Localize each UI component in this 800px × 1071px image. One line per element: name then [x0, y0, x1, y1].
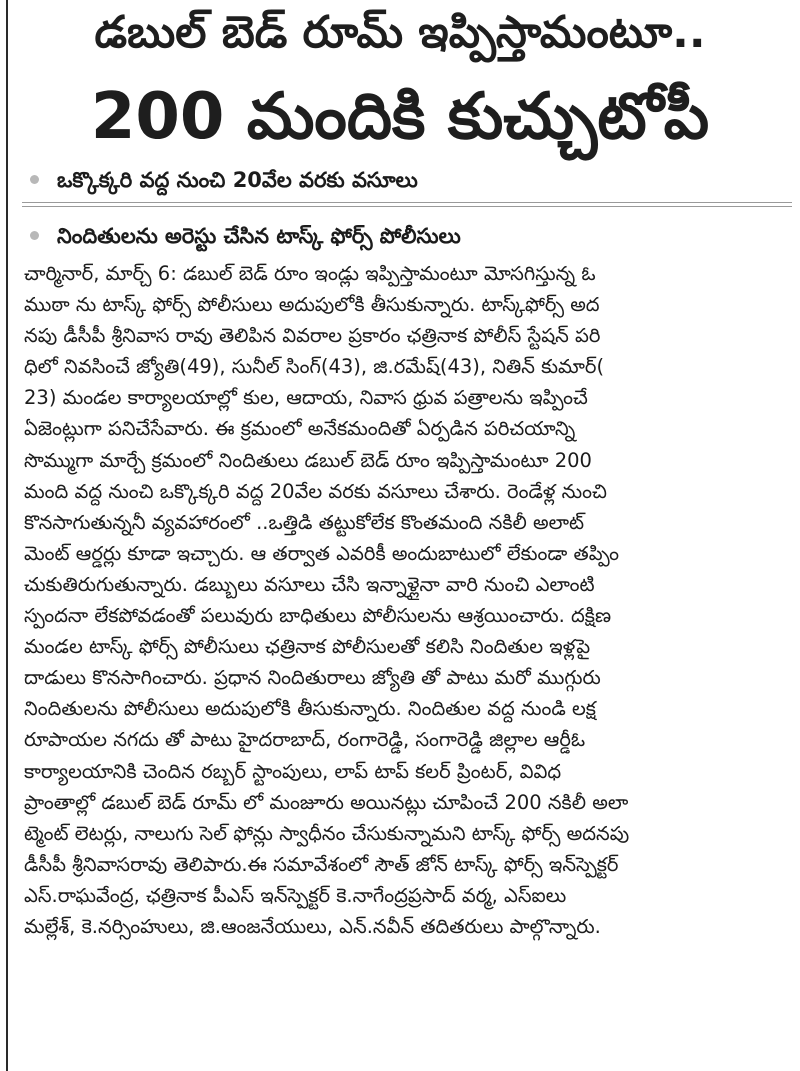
article-body	[24, 258, 790, 942]
body-line: కొనసాగుతున్ననీ వ్యవహారంలో ..ఒత్తిడి తట్టుకోలేక కొంతమంది నకిలీ అలాట్	[24, 510, 585, 534]
body-line: చార్మినార్, మార్చ్ 6: డబుల్ బెడ్ రూం ఇండ్లు ఇప్పిస్తామంటూ మోసగిస్తున్న ఓ	[24, 262, 596, 285]
body-line: నపు డీసీపీ శ్రీనివాస రావు తెలిపిన వివరాల ప్రకారం ఛత్రినాక పోలీస్ స్టేషన్ పరి	[24, 324, 601, 348]
body-line: 23) మండల కార్యాలయాల్లో కుల, ఆదాయ, నివాస ధ్రువ పత్రాలను ఇప్పించే	[24, 386, 588, 410]
headline-line-2: 200 మందికి కుచ్చుటోపీ	[90, 80, 710, 154]
body-line: ఎస్.రాఘవేంద్ర, ఛత్రినాక పీఎస్ ఇన్‌స్పెక్టర్ కె.నాగేంద్రప్రసాద్ వర్మ, ఎస్ఐలు	[24, 883, 567, 907]
body-line: కార్యాలయానికి చెందిన రబ్బర్ స్టాంపులు, లాప్ టాప్ కలర్ ప్రింటర్, వివిధ	[24, 759, 562, 783]
body-line: రూపాయల నగదు తో పాటు హైదరాబాద్, రంగారెడ్డి, సంగారెడ్డి జిల్లాల ఆర్డీఓ	[24, 728, 586, 752]
body-line: ముఠా ను టాస్క్ ఫోర్స్ పోలీసులు అదుపులోకి తీసుకున్నారు. టాస్క్‌ఫోర్స్ అద	[24, 293, 600, 317]
body-line: చుకుతిరుగుతున్నారు. డబ్బులు వసూలు చేసి ఇన్నాళ్లైనా వారి నుంచి ఎలాంటి	[24, 572, 595, 596]
subheading-2-text: నిందితులను అరెస్టు చేసిన టాస్క్ ఫోర్స్ పోలీసులు	[57, 224, 461, 248]
body-line: స్పందనా లేకపోవడంతో పలువురు బాధితులు పోలీసులను ఆశ్రయించారు. దక్షిణ	[24, 604, 612, 628]
subheading-2	[30, 218, 790, 254]
body-line: సొమ్ముగా మార్చే క్రమంలో నిందితులు డబుల్ బెడ్ రూం ఇప్పిస్తామంటూ 200	[24, 448, 592, 472]
headline-line-1: డబుల్ బెడ్ రూమ్ ఇప్పిస్తామంటూ..	[94, 7, 706, 58]
bullet-icon	[30, 231, 39, 240]
body-line: ట్మెంట్ లెటర్లు, నాలుగు సెల్ ఫోన్లు స్వాధీనం చేసుకున్నామని టాస్క్ ఫోర్స్ అదనపు	[24, 821, 630, 845]
body-line: ప్రాంతాల్లో డబుల్ బెడ్ రూమ్ లో మంజూరు అయినట్లు చూపించే 200 నకిలీ అలా	[24, 790, 629, 814]
divider	[22, 202, 792, 203]
subheading-1	[30, 162, 790, 198]
body-line: మంది వద్ద నుంచి ఒక్కొక్కరి వద్ద 20వేల వరకు వసూలు చేశారు. రెండేళ్ల నుంచి	[24, 479, 607, 503]
bullet-icon	[30, 175, 39, 184]
body-line: మండల టాస్క్ ఫోర్స్ పోలీసులు ఛత్రినాక పోలీసులతో కలిసి నిందితుల ఇళ్లపై	[24, 635, 591, 659]
body-line: ఏజెంట్లుగా పనిచేసేవారు. ఈ క్రమంలో అనేకమందితో ఏర్పడిన పరిచయాన్ని	[24, 417, 576, 441]
body-line: డీసీపీ శ్రీనివాసరావు తెలిపారు.ఈ సమావేశంలో సౌత్ జోన్ టాస్క్ ఫోర్స్ ఇన్‌స్పెక్టర్	[24, 852, 619, 876]
subheading-1-text: ఒక్కొక్కరి వద్ద నుంచి 20వేల వరకు వసూలు	[57, 168, 418, 192]
body-line: ధిలో నివసించే జ్యోతి(49), సునీల్ సింగ్(43), జి.రమేష్(43), నితిన్ కుమార్(	[24, 355, 605, 379]
body-line: దాడులు కొనసాగించారు. ప్రధాన నిందితురాలు జ్యోతి తో పాటు మరో ముగ్గురు	[24, 666, 601, 690]
body-line: మల్లేశ్, కె.నర్సింహులు, జి.ఆంజనేయులు, ఎన్.నవీన్ తదితరులు పాల్గొన్నారు.	[24, 914, 601, 938]
body-line: మెంట్ ఆర్డర్లు కూడా ఇచ్చారు. ఆ తర్వాత ఎవరికీ అందుబాటులో లేకుండా తప్పిం	[24, 541, 620, 565]
divider	[22, 206, 792, 207]
body-line: నిందితులను పోలీసులు అదుపులోకి తీసుకున్నారు. నిందితుల వద్ద నుండి లక్ష	[24, 697, 596, 721]
